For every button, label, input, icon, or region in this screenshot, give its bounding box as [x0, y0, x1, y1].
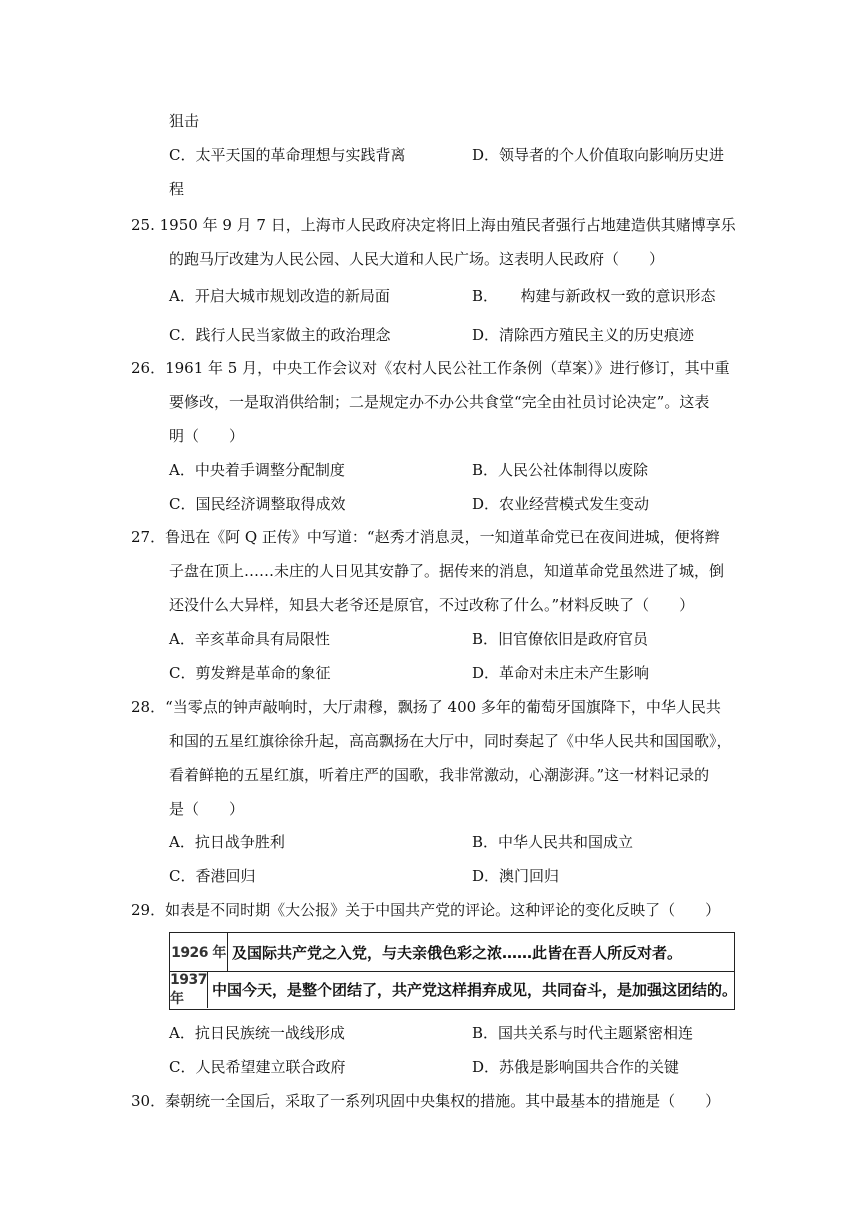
q25-option-a: A．开启大城市规划改造的新局面 [169, 287, 390, 305]
q26-stem-line1: 26．1961 年 5 月，中央工作会议对《农村人民公社工作条例（草案）》进行修订，其中重 [131, 359, 730, 377]
q27-stem-line3: 还没什么大异样，知县大老爷还是原官，不过改称了什么。”材料反映了（ ） [169, 596, 695, 614]
q27-option-b: B．旧官僚依旧是政府官员 [472, 630, 649, 648]
q27-stem-line2: 子盘在顶上……未庄的人日见其安静了。据传来的消息，知道革命党虽然进了城，倒 [169, 562, 725, 580]
q28-option-d: D．澳门回归 [472, 867, 560, 885]
q26-option-d: D．农业经营模式发生变动 [472, 495, 650, 513]
q25-option-d: D．清除西方殖民主义的历史痕迹 [472, 326, 695, 344]
q27-option-c: C．剪发辫是革命的象征 [169, 664, 331, 682]
q26-stem-line3: 明（ ） [169, 427, 245, 445]
prev-option-d: D．领导者的个人价值取向影响历史进 [472, 146, 725, 164]
q28-stem-line2: 和国的五星红旗徐徐升起，高高飘扬在大厅中，同时奏起了《中华人民共和国国歌》， [169, 732, 732, 750]
q27-option-a: A．辛亥革命具有局限性 [169, 630, 330, 648]
q29-quote-table [169, 932, 735, 1010]
q26-option-b: B．人民公社体制得以废除 [472, 461, 649, 479]
q29-stem-line1: 29．如表是不同时期《大公报》关于中国共产党的评论。这种评论的变化反映了（ ） [131, 901, 721, 919]
table-year-cell: 1926 年 [170, 933, 228, 971]
table-row [170, 933, 734, 972]
q25-option-c: C．践行人民当家做主的政治理念 [169, 326, 391, 344]
q25-stem-line1: 25. 1950 年 9 月 7 日，上海市人民政府决定将旧上海由殖民者强行占地建造供其赌博享乐 [131, 216, 736, 234]
table-row [170, 971, 737, 1008]
q25-option-b: B． 构建与新政权一致的意识形态 [472, 287, 716, 305]
q28-option-a: A．抗日战争胜利 [169, 833, 285, 851]
q25-stem-line2: 的跑马厅改建为人民公园、人民大道和人民广场。这表明人民政府（ ） [169, 250, 665, 268]
table-text-cell: 中国今天，是整个团结了，共产党这样捐弃成见，共同奋斗，是加强这团结的。 [211, 981, 737, 999]
q28-option-c: C．香港回归 [169, 867, 256, 885]
q29-option-c: C．人民希望建立联合政府 [169, 1058, 346, 1076]
q26-stem-line2: 要修改，一是取消供给制；二是规定办不办公共食堂“完全由社员讨论决定”。这表 [169, 393, 710, 411]
q29-option-a: A．抗日民族统一战线形成 [169, 1024, 345, 1042]
table-year-cell: 1937 年 [170, 971, 207, 1007]
q28-stem-line3: 看着鲜艳的五星红旗，听着庄严的国歌，我非常激动，心潮澎湃。”这一材料记录的 [169, 766, 710, 784]
prev-question-continuation: 狙击 [169, 112, 200, 130]
prev-option-c: C．太平天国的革命理想与实践背离 [169, 146, 406, 164]
q29-option-b: B．国共关系与时代主题紧密相连 [472, 1024, 694, 1042]
q28-stem-line4: 是（ ） [169, 800, 245, 818]
q28-option-b: B．中华人民共和国成立 [472, 833, 634, 851]
q26-option-a: A．中央着手调整分配制度 [169, 461, 345, 479]
q27-option-d: D．革命对未庄未产生影响 [472, 664, 650, 682]
q26-option-c: C．国民经济调整取得成效 [169, 495, 346, 513]
q30-stem-line1: 30．秦朝统一全国后，采取了一系列巩固中央集权的措施。其中最基本的措施是（ ） [131, 1092, 721, 1110]
q27-stem-line1: 27．鲁迅在《阿 Q 正传》中写道：“赵秀才消息灵，一知道革命党已在夜间进城，便将辫 [131, 528, 720, 546]
table-text-cell: 及国际共产党之入党，与夫亲俄色彩之浓……此皆在吾人所反对者。 [232, 943, 683, 962]
prev-option-d-wrap: 程 [169, 180, 185, 198]
q28-stem-line1: 28．“当零点的钟声敲响时，大厅肃穆，飘扬了 400 多年的葡萄牙国旗降下，中华人民共 [131, 698, 721, 716]
q29-option-d: D．苏俄是影响国共合作的关键 [472, 1058, 680, 1076]
